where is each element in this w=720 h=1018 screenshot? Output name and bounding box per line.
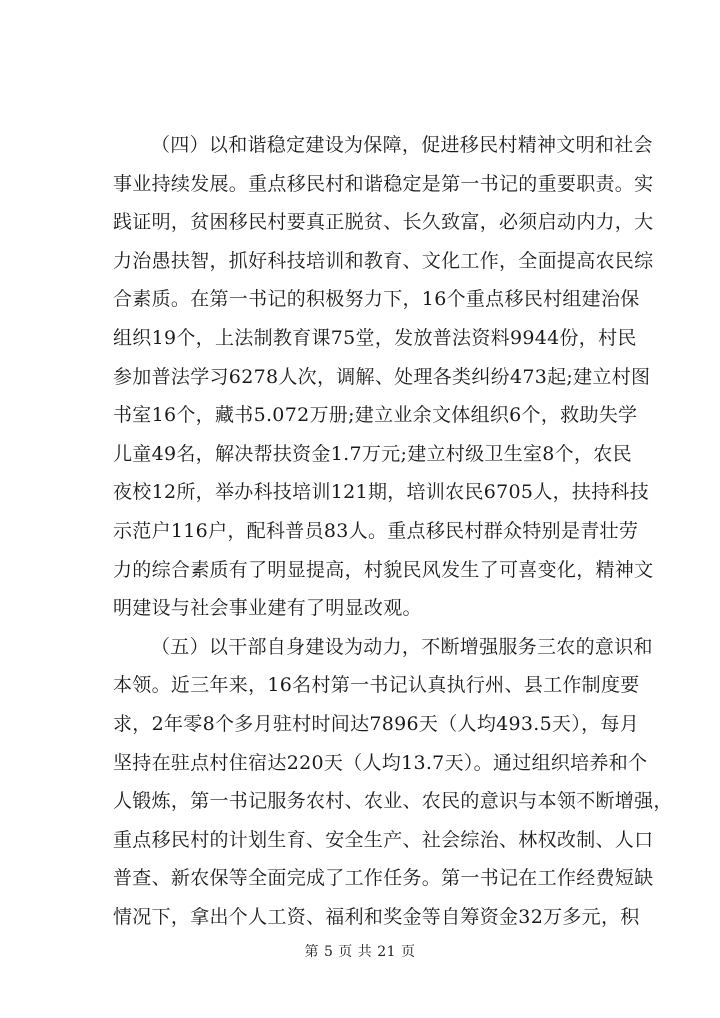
text-line: 情况下，拿出个人工资、福利和奖金等自筹资金32万多元，积 xyxy=(113,905,640,928)
text-line: 普查、新农保等全面完成了工作任务。第一书记在工作经费短缺 xyxy=(113,867,654,890)
page-number-footer xyxy=(0,941,720,961)
text-line: 事业持续发展。重点移民村和谐稳定是第一书记的重要职责。实 xyxy=(113,172,654,195)
text-line: 明建设与社会事业建有了明显改观。 xyxy=(113,597,422,620)
document-body xyxy=(113,126,673,936)
text-line: （四）以和谐稳定建设为保障，促进移民村精神文明和社会 xyxy=(151,134,653,156)
text-line: 儿童49名，解决帮扶资金1.7万元;建立村级卫生室8个，农民 xyxy=(113,442,632,465)
text-line: 参加普法学习6278人次，调解、处理各类纠纷473起;建立村图 xyxy=(113,365,651,388)
text-line: 人锻炼，第一书记服务农村、农业、农民的意识与本领不断增强， xyxy=(113,790,673,813)
text-line: 力的综合素质有了明显提高，村貌民风发生了可喜变化，精神文 xyxy=(113,558,654,581)
text-line: 夜校12所，举办科技培训121期，培训农民6705人，扶持科技 xyxy=(113,481,650,504)
text-line: 坚持在驻点村住宿达220天（人均13.7天）。通过组织培养和个 xyxy=(113,751,648,774)
text-line: 本领。近三年来，16名村第一书记认真执行州、县工作制度要 xyxy=(113,674,640,697)
paragraph-5 xyxy=(113,628,673,937)
page-number-label: 第 5 页 共 21 页 xyxy=(304,944,416,960)
text-line: 合素质。在第一书记的积极努力下，16个重点移民村组建治保 xyxy=(113,288,640,311)
text-line: 力治愚扶智，抓好科技培训和教育、文化工作，全面提高农民综 xyxy=(113,249,654,272)
text-line: 践证明，贫困移民村要真正脱贫、长久致富，必须启动内力，大 xyxy=(113,211,654,234)
text-line: 求，2年零8个多月驻村时间达7896天（人均493.5天），每月 xyxy=(113,712,640,735)
text-line: 示范户116户，配科普员83人。重点移民村群众特别是青壮劳 xyxy=(113,519,639,542)
text-line: 书室16个，藏书5.072万册;建立业余文体组织6个，救助失学 xyxy=(113,404,638,427)
text-line: 组织19个，上法制教育课75堂，发放普法资料9944份，村民 xyxy=(113,326,637,349)
paragraph-4 xyxy=(113,126,654,628)
text-line: （五）以干部自身建设为动力，不断增强服务三农的意识和 xyxy=(151,635,653,658)
text-line: 重点移民村的计划生育、安全生产、社会综治、林权改制、人口 xyxy=(113,828,654,851)
